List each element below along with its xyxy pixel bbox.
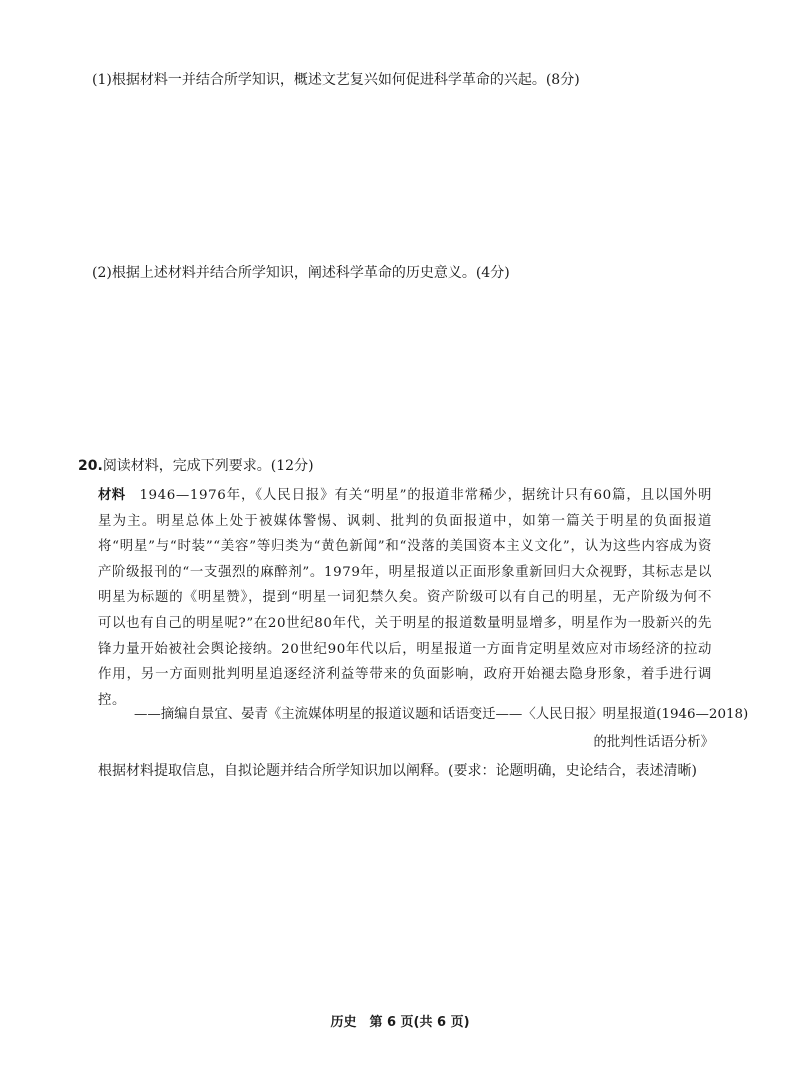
material-label: 材料 <box>98 488 126 503</box>
question-20-header <box>78 456 314 476</box>
question-20-task: 根据材料提取信息，自拟论题并结合所学知识加以阐释。(要求：论题明确，史论结合，表述清晰) <box>98 763 697 779</box>
question-19-part-1: (1)根据材料一并结合所学知识，概述文艺复兴如何促进科学革命的兴起。(8分) <box>92 72 580 88</box>
question-20-prompt: 阅读材料，完成下列要求。(12分) <box>102 458 314 474</box>
material-text: 1946—1976年，《人民日报》有关“明星”的报道非常稀少，据统计只有60篇，且以国外明星为主。明星总体上处于被媒体警惕、讽刺、批判的负面报道中，如第一篇关于明星的负面报道将“明星”与“时装”“美容”等归类为“黄色新闻”和“没落的美国资本主义文化”，认为这些内容成为资产阶级报刊的“一支强烈的麻醉剂”。1979年，明星报道以正面形象重新回归大众视野，其标志是以明星为标题的《明星赞》，提到“明星一词犯禁久矣。资产阶级可以有自己的明星，无产阶级为何不可以也有自己的明星呢?”在20世纪80年代，关于明星的报道数量明显增多，明星作为一股新兴的先锋力量开始被社会舆论接纳。20世纪90年代以后，明星报道一方面肯定明星效应对市场经济的拉动作用，另一方面则批判明星追逐经济利益等带来的负面影响，政府开始褪去隐身形象，着手进行调控。 <box>98 488 712 708</box>
material-source-line-1: ——摘编自景宜、晏青《主流媒体明星的报道议题和话语变迁——〈人民日报〉明星报道(1946—2018) <box>134 707 749 722</box>
material-source-line-2: 的批判性话语分析》 <box>593 735 714 750</box>
question-20-number: 20. <box>78 458 103 474</box>
question-20-material <box>98 483 712 713</box>
page-footer: 历史 第 6 页(共 6 页) <box>330 1015 470 1030</box>
question-19-part-2: (2)根据上述材料并结合所学知识，阐述科学革命的历史意义。(4分) <box>92 265 510 281</box>
